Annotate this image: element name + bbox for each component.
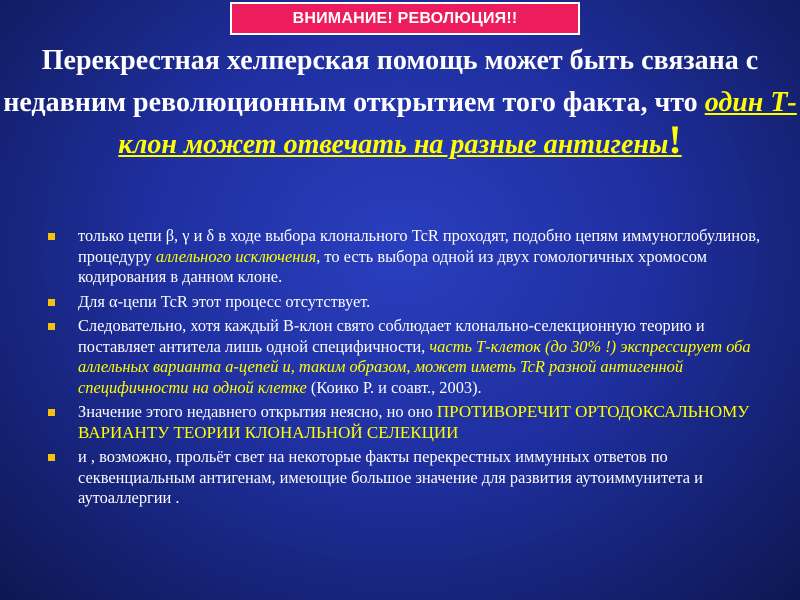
square-bullet-icon <box>48 323 55 330</box>
list-item <box>48 402 768 443</box>
bullet-list <box>48 226 768 513</box>
bullet-text: , то есть выбора одной из двух гомологичных хромосом кодирования в данном клоне. <box>78 246 707 286</box>
square-bullet-icon <box>48 233 55 240</box>
attention-banner <box>230 2 580 35</box>
bullet-text: Следовательно, хотя каждый В-клон свято соблюдает клонально-селекционную теорию и поставляет антитела лишь одной специфичности, <box>78 316 705 356</box>
slide-title <box>0 40 800 166</box>
bullet-text: Значение этого недавнего открытия неясно, но оно <box>78 402 437 421</box>
title-plain-text: Перекрестная хелперская помощь может быть связана с недавним революционным открытием того факта, что <box>3 45 759 118</box>
list-item <box>48 316 768 398</box>
title-exclamation: ! <box>668 117 682 162</box>
square-bullet-icon <box>48 299 55 306</box>
bullet-text: только цепи β, γ и δ в ходе выбора клонального TcR проходят, подобно цепям иммуноглобулинов, процедуру <box>78 226 761 266</box>
square-bullet-icon <box>48 409 55 416</box>
list-item <box>48 226 768 288</box>
bullet-text: (Коико Р. и соавт., 2003). <box>306 377 482 397</box>
banner-text: ВНИМАНИЕ! РЕВОЛЮЦИЯ!! <box>292 9 518 27</box>
bullet-emphasis: часть Т-клеток (до 30% !) экспрессирует оба аллельных варианта а-цепей и, таким образом, может иметь TcR разной антигенной специфичности на одной клетке <box>78 336 751 397</box>
bullet-text: и , возможно, прольёт свет на некоторые факты перекрестных иммунных ответов по секвенциальным антигенам, имеющие большое значение для развития аутоиммунитета и аутоаллергии . <box>78 447 703 507</box>
bullet-emphasis: аллельного исключения <box>155 246 317 266</box>
list-item <box>48 447 768 509</box>
list-item <box>48 292 768 313</box>
bullet-emphasis: ПРОТИВОРЕЧИТ ОРТОДОКСАЛЬНОМУ ВАРИАНТУ ТЕОРИИ КЛОНАЛЬНОЙ СЕЛЕКЦИИ <box>78 402 750 442</box>
bullet-text: Для α-цепи TcR этот процесс отсутствует. <box>78 291 371 311</box>
title-highlight-phrase: один Т-клон может отвечать на разные антигены <box>118 87 797 160</box>
square-bullet-icon <box>48 454 55 461</box>
